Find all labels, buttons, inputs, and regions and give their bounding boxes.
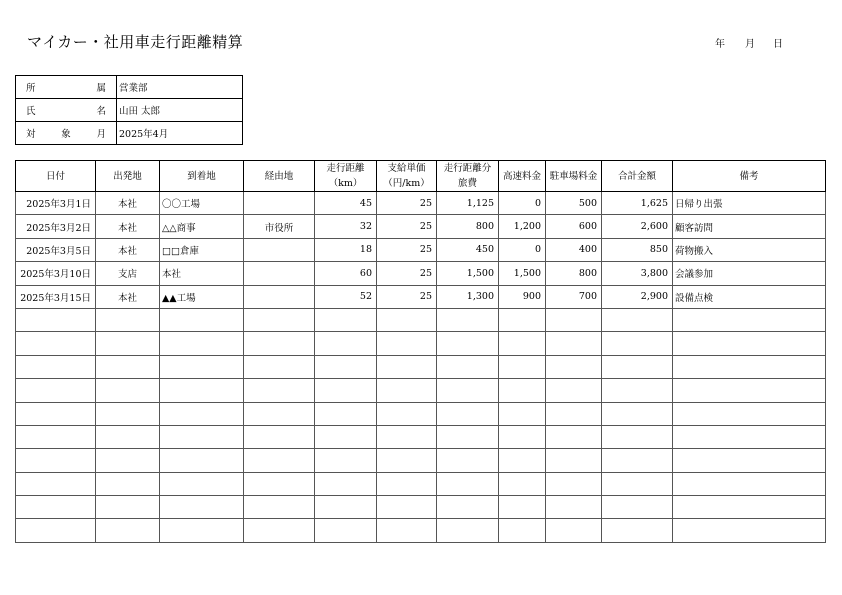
table-header-row (16, 161, 826, 192)
cell-note[interactable]: 顧客訪問 (673, 215, 826, 238)
empty-cell-travel[interactable] (437, 496, 499, 519)
empty-cell-rate[interactable] (377, 332, 437, 355)
target-month-label: 対 象 月 (16, 122, 117, 145)
empty-cell-note[interactable] (673, 355, 826, 378)
cell-distance[interactable]: 45 (315, 192, 377, 215)
cell-parking[interactable]: 400 (546, 238, 602, 261)
empty-cell-rate[interactable] (377, 449, 437, 472)
empty-table-row (16, 308, 826, 331)
empty-cell-parking[interactable] (546, 379, 602, 402)
cell-total[interactable]: 2,900 (602, 285, 673, 308)
empty-cell-distance[interactable] (315, 425, 377, 448)
empty-cell-total[interactable] (602, 379, 673, 402)
cell-distance[interactable]: 18 (315, 238, 377, 261)
cell-note[interactable]: 荷物搬入 (673, 238, 826, 261)
empty-cell-via[interactable] (244, 496, 315, 519)
empty-cell-distance[interactable] (315, 496, 377, 519)
empty-cell-note[interactable] (673, 402, 826, 425)
cell-rate[interactable]: 25 (377, 285, 437, 308)
empty-table-row (16, 355, 826, 378)
cell-date[interactable]: 2025年3月1日 (16, 192, 96, 215)
column-header-total: 合計金額 (602, 161, 673, 192)
cell-to[interactable]: ▲▲工場 (160, 285, 244, 308)
cell-to[interactable]: 〇〇工場 (160, 192, 244, 215)
empty-cell-total[interactable] (602, 519, 673, 542)
empty-cell-from[interactable] (96, 379, 160, 402)
empty-cell-highway[interactable] (499, 496, 546, 519)
empty-cell-via[interactable] (244, 425, 315, 448)
cell-from[interactable]: 支店 (96, 262, 160, 285)
table-row (16, 238, 826, 261)
cell-total[interactable]: 1,625 (602, 192, 673, 215)
empty-cell-highway[interactable] (499, 472, 546, 495)
empty-cell-distance[interactable] (315, 449, 377, 472)
empty-cell-distance[interactable] (315, 308, 377, 331)
empty-cell-date[interactable] (16, 496, 96, 519)
cell-highway[interactable]: 0 (499, 192, 546, 215)
empty-cell-to[interactable] (160, 332, 244, 355)
empty-cell-highway[interactable] (499, 449, 546, 472)
cell-via[interactable]: 市役所 (244, 215, 315, 238)
empty-cell-highway[interactable] (499, 308, 546, 331)
department-row (16, 76, 243, 99)
empty-cell-travel[interactable] (437, 402, 499, 425)
empty-cell-highway[interactable] (499, 425, 546, 448)
empty-cell-from[interactable] (96, 355, 160, 378)
empty-cell-from[interactable] (96, 449, 160, 472)
empty-cell-travel[interactable] (437, 519, 499, 542)
empty-cell-parking[interactable] (546, 308, 602, 331)
cell-highway[interactable]: 0 (499, 238, 546, 261)
cell-to[interactable]: 本社 (160, 262, 244, 285)
column-header-travel: 走行距離分 旅費 (437, 161, 499, 192)
cell-highway[interactable]: 900 (499, 285, 546, 308)
empty-cell-date[interactable] (16, 308, 96, 331)
empty-cell-parking[interactable] (546, 332, 602, 355)
empty-cell-highway[interactable] (499, 332, 546, 355)
target-month-row (16, 122, 243, 145)
column-header-via: 経由地 (244, 161, 315, 192)
empty-table-row (16, 449, 826, 472)
empty-cell-parking[interactable] (546, 472, 602, 495)
empty-cell-rate[interactable] (377, 308, 437, 331)
empty-cell-to[interactable] (160, 425, 244, 448)
empty-cell-distance[interactable] (315, 355, 377, 378)
name-label: 氏 名 (16, 99, 117, 122)
empty-cell-total[interactable] (602, 355, 673, 378)
cell-to[interactable]: □□倉庫 (160, 238, 244, 261)
cell-note[interactable]: 設備点検 (673, 285, 826, 308)
empty-cell-via[interactable] (244, 355, 315, 378)
empty-cell-note[interactable] (673, 308, 826, 331)
page-title: マイカー・社用車走行距離精算 (27, 33, 244, 51)
empty-cell-from[interactable] (96, 308, 160, 331)
empty-cell-note[interactable] (673, 332, 826, 355)
empty-cell-to[interactable] (160, 308, 244, 331)
empty-cell-via[interactable] (244, 308, 315, 331)
cell-parking[interactable]: 700 (546, 285, 602, 308)
day-label: 日 (773, 39, 783, 50)
empty-cell-travel[interactable] (437, 308, 499, 331)
empty-cell-from[interactable] (96, 402, 160, 425)
empty-cell-parking[interactable] (546, 519, 602, 542)
empty-cell-total[interactable] (602, 332, 673, 355)
empty-cell-rate[interactable] (377, 425, 437, 448)
empty-cell-from[interactable] (96, 519, 160, 542)
cell-date[interactable]: 2025年3月10日 (16, 262, 96, 285)
empty-cell-note[interactable] (673, 472, 826, 495)
empty-cell-to[interactable] (160, 449, 244, 472)
info-table (15, 75, 243, 145)
empty-cell-parking[interactable] (546, 355, 602, 378)
empty-cell-distance[interactable] (315, 332, 377, 355)
cell-travel[interactable]: 1,300 (437, 285, 499, 308)
empty-cell-to[interactable] (160, 496, 244, 519)
empty-cell-date[interactable] (16, 519, 96, 542)
empty-table-row (16, 425, 826, 448)
empty-cell-total[interactable] (602, 402, 673, 425)
empty-cell-note[interactable] (673, 519, 826, 542)
column-header-from: 出発地 (96, 161, 160, 192)
empty-cell-to[interactable] (160, 402, 244, 425)
cell-travel[interactable]: 450 (437, 238, 499, 261)
empty-cell-via[interactable] (244, 449, 315, 472)
empty-table-row (16, 402, 826, 425)
table-row (16, 262, 826, 285)
empty-cell-parking[interactable] (546, 425, 602, 448)
empty-cell-distance[interactable] (315, 379, 377, 402)
empty-cell-rate[interactable] (377, 472, 437, 495)
empty-cell-total[interactable] (602, 472, 673, 495)
empty-cell-to[interactable] (160, 379, 244, 402)
empty-cell-date[interactable] (16, 449, 96, 472)
cell-via[interactable] (244, 262, 315, 285)
cell-note[interactable]: 会議参加 (673, 262, 826, 285)
target-month-value[interactable]: 2025年4月 (117, 122, 243, 145)
empty-cell-from[interactable] (96, 332, 160, 355)
cell-total[interactable]: 3,800 (602, 262, 673, 285)
empty-cell-rate[interactable] (377, 379, 437, 402)
empty-cell-distance[interactable] (315, 472, 377, 495)
empty-cell-via[interactable] (244, 519, 315, 542)
empty-cell-travel[interactable] (437, 449, 499, 472)
empty-cell-distance[interactable] (315, 519, 377, 542)
month-label: 月 (745, 39, 755, 50)
cell-from[interactable]: 本社 (96, 238, 160, 261)
cell-from[interactable]: 本社 (96, 215, 160, 238)
empty-cell-highway[interactable] (499, 519, 546, 542)
empty-cell-date[interactable] (16, 379, 96, 402)
empty-cell-total[interactable] (602, 425, 673, 448)
empty-cell-distance[interactable] (315, 402, 377, 425)
cell-date[interactable]: 2025年3月2日 (16, 215, 96, 238)
empty-cell-highway[interactable] (499, 379, 546, 402)
name-row (16, 99, 243, 122)
table-row (16, 215, 826, 238)
column-header-distance: 走行距離 （km） (315, 161, 377, 192)
column-header-parking: 駐車場料金 (546, 161, 602, 192)
empty-cell-via[interactable] (244, 472, 315, 495)
cell-note[interactable]: 日帰り出張 (673, 192, 826, 215)
empty-cell-rate[interactable] (377, 519, 437, 542)
empty-cell-rate[interactable] (377, 355, 437, 378)
empty-cell-travel[interactable] (437, 379, 499, 402)
empty-cell-travel[interactable] (437, 472, 499, 495)
empty-cell-highway[interactable] (499, 355, 546, 378)
cell-parking[interactable]: 600 (546, 215, 602, 238)
cell-travel[interactable]: 1,125 (437, 192, 499, 215)
empty-cell-to[interactable] (160, 355, 244, 378)
empty-cell-parking[interactable] (546, 402, 602, 425)
empty-cell-rate[interactable] (377, 496, 437, 519)
empty-cell-from[interactable] (96, 472, 160, 495)
empty-table-row (16, 379, 826, 402)
cell-date[interactable]: 2025年3月15日 (16, 285, 96, 308)
empty-cell-via[interactable] (244, 332, 315, 355)
cell-parking[interactable]: 500 (546, 192, 602, 215)
mileage-table (15, 160, 826, 543)
cell-highway[interactable]: 1,500 (499, 262, 546, 285)
empty-cell-note[interactable] (673, 496, 826, 519)
empty-cell-total[interactable] (602, 308, 673, 331)
empty-cell-from[interactable] (96, 425, 160, 448)
empty-cell-travel[interactable] (437, 355, 499, 378)
empty-cell-from[interactable] (96, 496, 160, 519)
empty-cell-date[interactable] (16, 355, 96, 378)
column-header-rate: 支給単価 （円/km） (377, 161, 437, 192)
empty-cell-parking[interactable] (546, 449, 602, 472)
column-header-to: 到着地 (160, 161, 244, 192)
empty-cell-date[interactable] (16, 425, 96, 448)
cell-from[interactable]: 本社 (96, 285, 160, 308)
cell-distance[interactable]: 60 (315, 262, 377, 285)
column-header-highway: 高速料金 (499, 161, 546, 192)
cell-to[interactable]: △△商事 (160, 215, 244, 238)
empty-cell-via[interactable] (244, 402, 315, 425)
department-label: 所 属 (16, 76, 117, 99)
year-label: 年 (715, 39, 725, 50)
name-value[interactable]: 山田 太郎 (117, 99, 243, 122)
empty-cell-parking[interactable] (546, 496, 602, 519)
empty-cell-date[interactable] (16, 472, 96, 495)
department-value[interactable]: 営業部 (117, 76, 243, 99)
empty-cell-note[interactable] (673, 449, 826, 472)
cell-date[interactable]: 2025年3月5日 (16, 238, 96, 261)
cell-rate[interactable]: 25 (377, 238, 437, 261)
empty-cell-travel[interactable] (437, 425, 499, 448)
column-header-note: 備考 (673, 161, 826, 192)
cell-distance[interactable]: 52 (315, 285, 377, 308)
empty-table-row (16, 496, 826, 519)
table-body (16, 192, 826, 543)
cell-travel[interactable]: 1,500 (437, 262, 499, 285)
empty-cell-total[interactable] (602, 449, 673, 472)
empty-table-row (16, 332, 826, 355)
empty-cell-total[interactable] (602, 496, 673, 519)
cell-from[interactable]: 本社 (96, 192, 160, 215)
empty-cell-note[interactable] (673, 425, 826, 448)
cell-travel[interactable]: 800 (437, 215, 499, 238)
empty-cell-date[interactable] (16, 402, 96, 425)
empty-cell-highway[interactable] (499, 402, 546, 425)
empty-table-row (16, 519, 826, 542)
cell-rate[interactable]: 25 (377, 262, 437, 285)
table-row (16, 285, 826, 308)
empty-cell-travel[interactable] (437, 332, 499, 355)
cell-via[interactable] (244, 285, 315, 308)
column-header-date: 日付 (16, 161, 96, 192)
cell-rate[interactable]: 25 (377, 192, 437, 215)
cell-parking[interactable]: 800 (546, 262, 602, 285)
cell-total[interactable]: 850 (602, 238, 673, 261)
empty-cell-rate[interactable] (377, 402, 437, 425)
table-row (16, 192, 826, 215)
cell-rate[interactable]: 25 (377, 215, 437, 238)
empty-cell-to[interactable] (160, 472, 244, 495)
empty-cell-to[interactable] (160, 519, 244, 542)
empty-cell-date[interactable] (16, 332, 96, 355)
empty-cell-via[interactable] (244, 379, 315, 402)
cell-via[interactable] (244, 192, 315, 215)
cell-highway[interactable]: 1,200 (499, 215, 546, 238)
cell-total[interactable]: 2,600 (602, 215, 673, 238)
cell-distance[interactable]: 32 (315, 215, 377, 238)
empty-cell-note[interactable] (673, 379, 826, 402)
empty-table-row (16, 472, 826, 495)
cell-via[interactable] (244, 238, 315, 261)
